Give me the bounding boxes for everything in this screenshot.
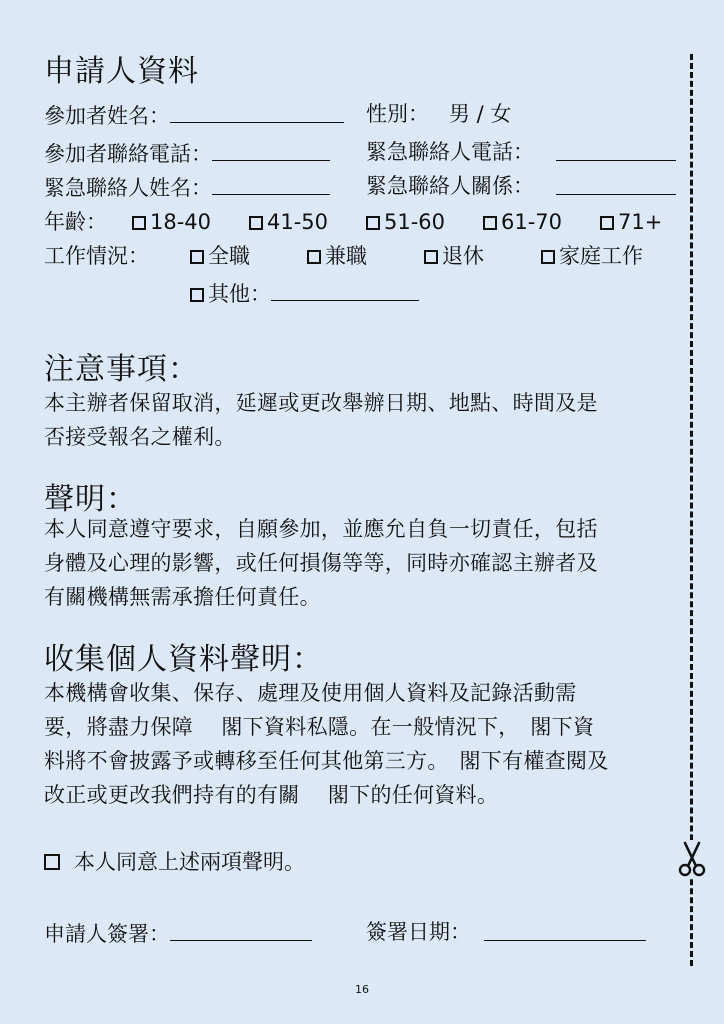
declaration-text [44,512,598,614]
page-number: 16 [355,983,369,996]
work-option[interactable]: 退休 [424,246,484,267]
age-row [44,210,663,234]
age-option[interactable]: 41-50 [249,212,328,233]
name-row [44,102,512,128]
checkbox-icon [307,250,321,264]
cut-line [690,54,693,966]
work-other-option[interactable]: 其他： [190,282,419,305]
emergency-relation-label: 緊急聯絡人關係： [366,174,534,198]
applicant-title: 申請人資料 [44,54,199,89]
phone-row [44,140,534,166]
checkbox-icon [190,288,204,302]
notice-line: 否接受報名之權利。 [44,425,236,449]
gender-label: 性別： [366,102,429,126]
age-label: 年齡： [44,210,107,234]
age-option[interactable]: 51-60 [366,212,445,233]
work-label: 工作情況： [44,244,149,268]
checkbox-icon [600,216,614,230]
work-option[interactable]: 家庭工作 [541,246,643,267]
emergency-phone-field[interactable] [556,142,676,161]
work-row [44,244,643,268]
emergency-name-label: 緊急聯絡人姓名： [44,176,212,200]
signature-row [44,920,471,946]
checkbox-icon [541,250,555,264]
emergency-name-field[interactable] [212,176,330,195]
checkbox-icon [424,250,438,264]
name-label: 參加者姓名： [44,104,170,128]
phone-label: 參加者聯絡電話： [44,142,212,166]
agreement-row [44,852,305,873]
checkbox-icon [190,250,204,264]
privacy-line: 料將不會披露予或轉移至任何其他第三方。 閣下有權查閱及 [44,749,609,773]
signature-field[interactable] [170,922,312,941]
date-field[interactable] [484,922,646,941]
name-field[interactable] [170,104,344,123]
agreement-label: 本人同意上述兩項聲明。 [74,850,305,874]
scissors-icon [677,840,707,878]
privacy-line: 改正或更改我們持有的有關 閣下的任何資料。 [44,783,499,807]
gender-options[interactable]: 男 / 女 [449,102,512,126]
notice-line: 本主辦者保留取消，延遲或更改舉辦日期、地點、時間及是 [44,391,598,415]
date-label: 簽署日期： [366,920,471,944]
phone-field[interactable] [212,142,330,161]
work-option[interactable]: 兼職 [307,246,367,267]
emergency-phone-label: 緊急聯絡人電話： [366,140,534,164]
emergency-row [44,174,534,200]
agreement-checkbox[interactable] [44,854,60,870]
privacy-line: 本機構會收集、保存、處理及使用個人資料及記錄活動需 [44,681,577,705]
work-other-field[interactable] [271,282,419,301]
privacy-line: 要，將盡力保障 閣下資料私隱。在一般情況下， 閣下資 [44,715,595,739]
age-option[interactable]: 18-40 [132,212,211,233]
declaration-line: 身體及心理的影響，或任何損傷等等，同時亦確認主辦者及 [44,551,598,575]
signature-label: 申請人簽署： [44,922,170,946]
work-option[interactable]: 全職 [190,246,250,267]
checkbox-icon [249,216,263,230]
privacy-title: 收集個人資料聲明： [44,642,323,677]
checkbox-icon [132,216,146,230]
checkbox-icon [483,216,497,230]
declaration-line: 有關機構無需承擔任何責任。 [44,585,321,609]
emergency-relation-field[interactable] [556,176,676,195]
age-option[interactable]: 71+ [600,212,662,233]
declaration-title: 聲明： [44,482,137,517]
age-option[interactable]: 61-70 [483,212,562,233]
declaration-line: 本人同意遵守要求，自願參加，並應允自負一切責任，包括 [44,517,598,541]
privacy-text [44,676,609,812]
checkbox-icon [366,216,380,230]
notice-text [44,386,598,454]
notice-title: 注意事項： [44,352,199,387]
